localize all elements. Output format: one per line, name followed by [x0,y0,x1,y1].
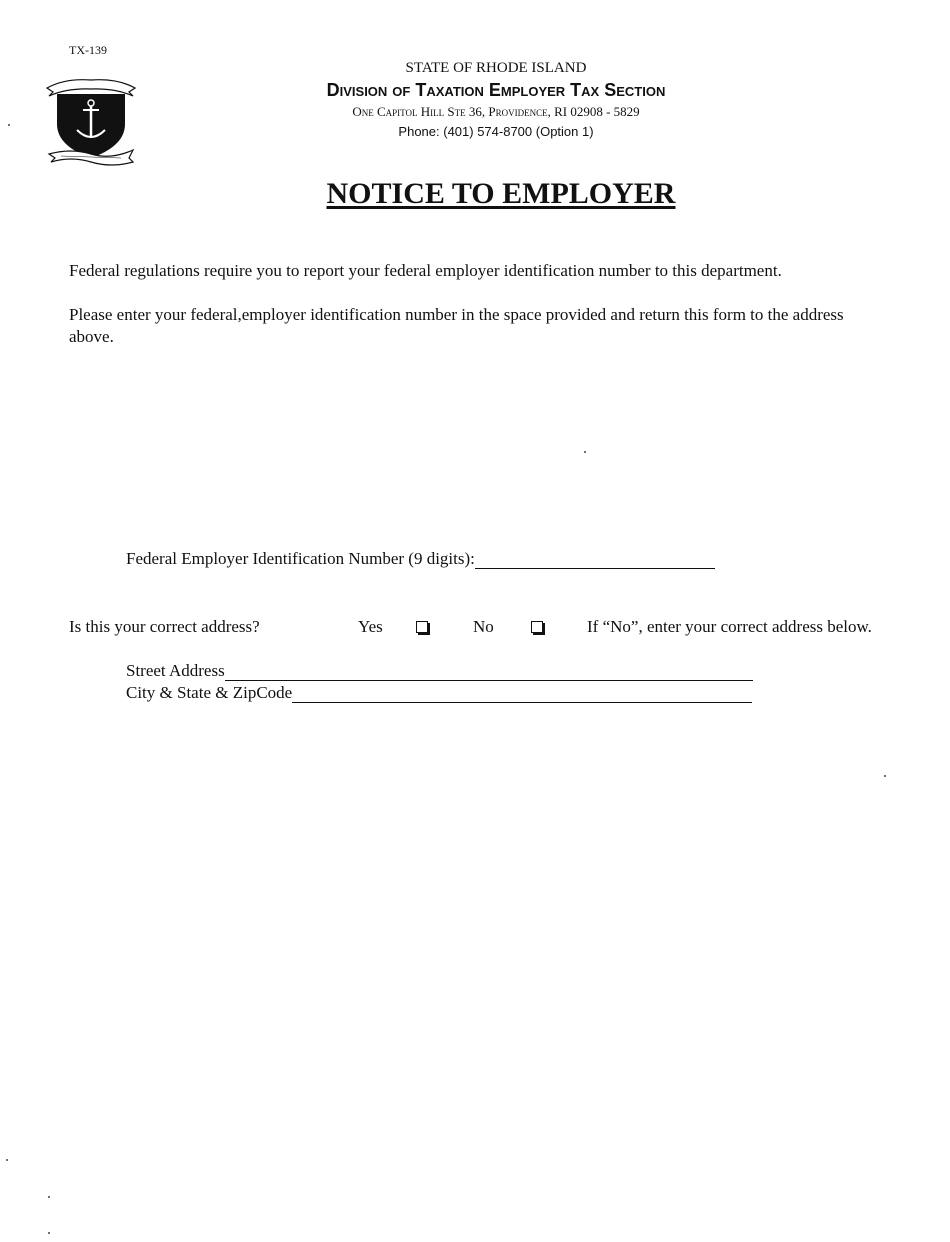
yes-label: Yes [358,617,383,636]
fein-row [126,549,715,569]
city-state-zip-row [126,683,752,703]
instruction-paragraph-2: Please enter your federal,employer identification number in the space provided and return this form to the address above. [69,305,844,346]
street-address-row [126,661,753,681]
scan-speck [8,124,10,126]
scan-speck [584,451,586,453]
no-label: No [473,617,494,636]
page-title: NOTICE TO EMPLOYER [326,177,676,210]
scan-speck [884,775,886,777]
fein-input[interactable] [475,550,715,569]
scan-speck [48,1232,50,1234]
yes-checkbox[interactable] [416,621,428,633]
instruction-paragraph-1: Federal regulations require you to report your federal employer identification number to this department. [69,261,782,280]
street-address-label: Street Address [126,661,225,680]
city-state-zip-input[interactable] [292,684,752,703]
agency-address: One Capitol Hill Ste 36, Providence, RI 02908 - 5829 [352,104,640,119]
address-question: Is this your correct address? [69,617,260,636]
scan-speck [48,1196,50,1198]
if-no-instruction: If “No”, enter your correct address below. [587,617,872,636]
state-seal-icon [45,72,137,168]
city-state-zip-label: City & State & ZipCode [126,683,293,702]
no-checkbox[interactable] [531,621,543,633]
scan-speck [6,1159,8,1161]
state-name: STATE OF RHODE ISLAND [405,60,587,76]
street-address-input[interactable] [225,662,753,681]
form-id: TX-139 [69,43,107,57]
fein-label: Federal Employer Identification Number (9 digits): [126,549,475,568]
address-confirm-row [69,617,939,641]
agency-phone: Phone: (401) 574-8700 (Option 1) [398,124,594,139]
division-name: Division of Taxation Employer Tax Section [326,80,666,100]
